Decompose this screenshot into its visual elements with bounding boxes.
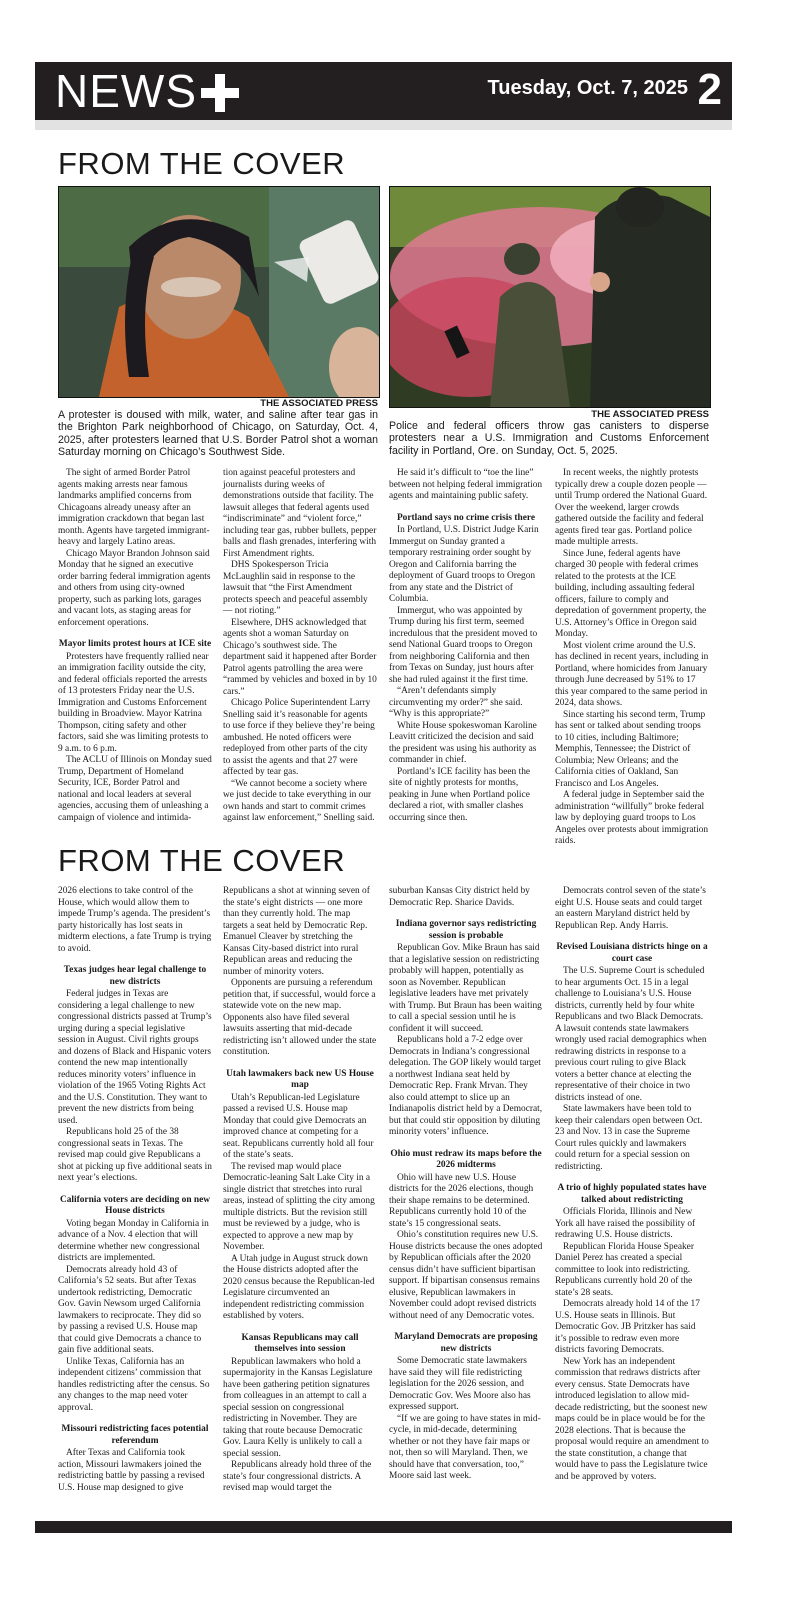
photo-caption: A protester is doused with milk, water, and saline after tear gas in the Brighton Park neighborhood of Chicago, on Saturday, Oct. 4, 2025, after protesters learned that U.S. Border Patrol shot a woman Saturday morning on Chicago’s Southwest Side. [58,409,378,459]
paragraph: Ohio’s constitution requires new U.S. House districts because the ones adopted by Republican officials after the 2020 census didn’t have sufficient bipartisan support. If bipartisan consensus remains elusive, Republican lawmakers in November could adopt revised districts without need of any Democratic votes. [389,1230,543,1321]
issue-date: Tuesday, Oct. 7, 2025 [487,77,688,99]
photo-portland-officers [389,186,711,408]
paragraph: New York has an independent commission that redraws districts after every census. State Democrats have introduced legislation to allow mid-decade redistricting, but the soonest new maps could be in place would be for the 2028 elections. That is because the proposal would require an amendment to the state constitution, a change that would have to pass the Legislature twice and be approved by voters. [555,1356,709,1482]
paragraph: Democrats already hold 14 of the 17 U.S. House seats in Illinois. But Democratic Gov. JB Pritzker has said it’s possible to redraw even more districts favoring Democrats. [555,1299,700,1355]
paragraph: Since starting his second term, Trump has sent or talked about sending troops to 10 cities, including Baltimore; Memphis, Tennessee; the District of Columbia; New Orleans; and the California cities of Oakland, San Francisco and Los Angeles. [555,709,706,789]
paragraph: Federal judges in Texas are considering a legal challenge to new congressional districts passed at Trump’s urging during a special legislative session in August. Civil rights groups and dozens of Black and Hispanic voters contend the new map intentionally reduces minority voters’ influence in violation of the 1965 Voting Rights Act and the U.S. Constitution. They want to prevent the new districts from being used. [58,989,212,1126]
paragraph: The U.S. Supreme Court is scheduled to hear arguments Oct. 15 in a legal challenge to Louisiana’s U.S. House districts, currently held by four white Republicans and two Black Democrats. A lawsuit contends state lawmakers wrongly used racial demographics when redrawing districts in response to a previous court ruling to give Black voters a better chance at electing the representative of their choice in two districts instead of one. [555,966,707,1103]
paragraph: Most violent crime around the U.S. has declined in recent years, including in Portland, where homicides from January through June decreased by 51% to 17 this year compared to the same period in 2024, data shows. [555,640,709,708]
story1-column-2 [223,468,377,825]
paragraph: Unlike Texas, California has an independent citizens’ commission that handles redistricting after the census. So any changes to the map need voter approval. [58,1356,210,1413]
paragraph: suburban Kansas City district held by Democratic Rep. Sharice Davids. [389,886,530,908]
photo-caption: Police and federal officers throw gas canisters to disperse protesters near a U.S. Immigration and Customs Enforcement facility in Portland, Ore. on Sunday, Oct. 5, 2025. [389,420,709,457]
subheading: Texas judges hear legal challenge to new districts [63,965,207,987]
story2-column-1 [58,886,212,1494]
photo-chicago-protester [58,186,380,398]
paragraph: Utah’s Republican-led Legislature passed a revised U.S. House map Monday that could give Democrats an improved chance at competing for a seat. Republicans currently hold all four of the state’s seats. [223,1092,374,1160]
paragraph: “We cannot become a society where we just decide to take everything in our own hands and start to commit crimes against law enforcement,” Snelling said. [223,778,375,823]
photo-credit: THE ASSOCIATED PRESS [591,409,709,420]
paragraph: Opponents are pursuing a referendum petition that, if successful, would force a statewide vote on the new map. Opponents also have filed several lawsuits asserting that mid-decade redistricting isn’t allowed under the state constitution. [223,978,377,1057]
header-rule [35,120,732,130]
paragraph: Democrats control seven of the state’s eight U.S. House seats and could target an eastern Maryland district held by Republican Rep. Andy Harris. [555,886,706,931]
subheading: Kansas Republicans may call themselves into session [241,1332,359,1354]
brand-logo-text: NEWS [55,65,197,117]
photo-credit: THE ASSOCIATED PRESS [260,398,378,409]
paragraph: White House spokeswoman Karoline Leavitt criticized the decision and said the president was using his authority as commander in chief. [389,720,537,765]
paragraph: “Aren’t defendants simply circumventing my order?” she said. “Why is this appropriate?” [389,686,523,719]
section-title: FROM THE COVER [58,146,346,181]
paragraph: A federal judge in September said the administration “willfully” broke federal law by deploying guard troops to Los Angeles over protests about immigration raids. [555,790,709,846]
paragraph: Republican lawmakers who hold a supermajority in the Kansas Legislature have been gathering petition signatures from colleagues in an attempt to call a special session on congressional redistricting in November. They are taking that route because Democratic Gov. Laura Kelly is unlikely to call a special session. [223,1356,373,1459]
masthead [35,62,732,120]
footer-rule [35,1521,732,1533]
paragraph: Chicago Police Superintendent Larry Snelling said it’s reasonable for agents to use force if they believe they’re being ambushed. He noted officers were redeployed from other parts of the city to assist the agents and that 27 were affected by tear gas. [223,698,375,777]
story2-column-4 [555,886,709,1483]
paragraph: State lawmakers have been told to keep their calendars open between Oct. 23 and Nov. 13 in case the Supreme Court rules quickly and lawmakers could return for a special session on redistricting. [555,1104,703,1172]
paragraph: In Portland, U.S. District Judge Karin Immergut on Sunday granted a temporary restraining order sought by Oregon and California barring the deployment of Guard troops to Oregon from any state and the District of Columbia. [389,525,539,604]
paragraph: Republican Florida House Speaker Daniel Perez has created a special committee to look into redistricting. Republicans currently hold 20 of the state’s 28 seats. [555,1241,694,1298]
paragraph: The revised map would place Democratic-leaning Salt Lake City in a single district that stretches into rural areas, instead of splitting the city among multiple districts. But the revision still must be reviewed by a judge, who is expected to approve a new map by November. [223,1161,375,1252]
subheading: Mayor limits protest hours at ICE site [58,639,212,649]
paragraph: Republicans a shot at winning seven of the state’s eight districts — one more than they currently hold. The map targets a seat held by Democratic Rep. Emanuel Cleaver by stretching the Kansas City-based district into rural Republican areas and reducing the number of minority voters. [223,886,370,977]
subheading: Portland says no crime crisis there [396,512,536,523]
paragraph: Voting began Monday in California in advance of a Nov. 4 election that will determine whether new congressional districts are implemented. [58,1218,209,1263]
paragraph: Chicago Mayor Brandon Johnson said Monday that he signed an executive order barring federal immigration agents and others from using city-owned property, such as parking lots, garages and vacant lots, as staging areas for enforcement operations. [58,548,211,628]
paragraph: “If we are going to have states in mid-cycle, in mid-decade, determining whether or not they have fair maps or not, then so will Maryland. Then, we should have that conversation, too,” Moore said last week. [389,1413,541,1481]
subheading: Maryland Democrats are proposing new districts [394,1332,538,1354]
paragraph: He said it’s difficult to “toe the line” between not helping federal immigration agents and maintaining public safety. [389,468,543,501]
paragraph: Ohio will have new U.S. House districts for the 2026 elections, though their shape remains to be determined. Republicans currently hold 10 of the state’s 15 congressional seats. [389,1172,534,1229]
paragraph: Republicans hold a 7-2 edge over Democrats in Indiana’s congressional delegation. The GOP likely would target a northwest Indiana seat held by Democratic Rep. Frank Mrvan. They also could attempt to slice up an Indianapolis district held by a Democrat, but that could stir opposition by diluting minority voters’ influence. [389,1035,543,1137]
paragraph: In recent weeks, the nightly protests typically drew a couple dozen people — until Trump ordered the National Guard. Over the weekend, larger crowds gathered outside the facility and federal agents fired tear gas. Portland police made multiple arrests. [555,468,708,547]
paragraph: DHS Spokesperson Tricia McLaughlin said in response to the lawsuit that “the First Amendment protects speech and peaceful assembly — not rioting.” [223,560,368,616]
paragraph: Democrats already hold 43 of California’s 52 seats. But after Texas undertook redistricting, Democratic Gov. Gavin Newsom urged California lawmakers to reciprocate. They did so by passing a revised U.S. House map that could give Democrats a chance to gain five additional seats. [58,1264,202,1355]
section-title: FROM THE COVER [58,843,346,878]
paragraph: Portland’s ICE facility has been the site of nightly protests for months, peaking in June when Portland police declared a riot, with smaller clashes occurring since then. [389,766,531,823]
paragraph: Protesters have frequently rallied near an immigration facility outside the city, and federal officials reported the arrests of 13 protesters Friday near the U.S. Immigration and Customs Enforcement building in Broadview. Mayor Katrina Thompson, citing safety and other factors, said she was limiting protests to 9 a.m. to 6 p.m. [58,651,209,754]
paragraph: Since June, federal agents have charged 30 people with federal crimes related to the protests at the ICE building, including assaulting federal officers, failure to comply and depredation of government property, the U.S. Attorney’s Office in Oregon said Monday. [555,548,707,639]
paragraph: Republicans hold 25 of the 38 congressional seats in Texas. The revised map could give Republicans a shot at picking up five additional seats in next year’s elections. [58,1127,212,1183]
subheading: Ohio must redraw its maps before the 2026 midterms [390,1148,542,1170]
subheading: Utah lawmakers back new US House map [226,1068,374,1090]
page-number: 2 [697,65,722,114]
story2-column-3 [389,886,543,1483]
story1-column-1 [58,468,212,824]
paragraph: The sight of armed Border Patrol agents making arrests near famous landmarks amplified concerns from Chicagoans already uneasy after an immigration crackdown that began last month. Agents have targeted immigrant-heavy and largely Latino areas. [58,468,210,547]
paragraph: Some Democratic state lawmakers have said they will file redistricting legislation for the 2026 session, and Democratic Gov. Wes Moore also has expressed support. [389,1356,531,1412]
subheading: Indiana governor says redistricting session is probable [395,919,537,941]
subheading: A trio of highly populated states have talked about redistricting [557,1183,707,1205]
paragraph: 2026 elections to take control of the House, which would allow them to impede Trump’s agenda. The president’s party historically has lost seats in midterm elections, a fate Trump is trying to avoid. [58,886,212,954]
paragraph: Elsewhere, DHS acknowledged that agents shot a woman Saturday on Chicago’s southwest side. The department said it happened after Border Patrol agents patrolling the area were “rammed by vehicles and boxed in by 10 cars.” [223,617,377,697]
paragraph: tion against peaceful protesters and journalists during weeks of demonstrations outside that facility. The lawsuit alleges that federal agents used “indiscriminate” and “violent force,” including tear gas, rubber bullets, pepper balls and flash grenades, interfering with First Amendment rights. [223,468,377,559]
story2-column-2 [223,886,377,1495]
paragraph: Officials Florida, Illinois and New York all have raised the possibility of redrawing U.S. House districts. [555,1207,696,1240]
paragraph: After Texas and California took action, Missouri lawmakers joined the redistricting battle by passing a revised U.S. House map designed to give [58,1448,205,1493]
paragraph: Republican Gov. Mike Braun has said that a legislative session on redistricting probably will happen, potentially as soon as November. Republican legislative leaders have met privately with Trump. But Braun has been waiting to call a special session until he is confident it will succeed. [389,943,542,1034]
subheading: Missouri redistricting faces potential referendum [61,1424,209,1446]
plus-icon [201,74,239,112]
subheading: Revised Louisiana districts hinge on a court case [556,942,708,964]
paragraph: A Utah judge in August struck down the House districts adopted after the 2020 census because the Republican-led Legislature circumvented an independent redistricting commission established by voters. [223,1253,375,1321]
paragraph: The ACLU of Illinois on Monday sued Trump, Department of Homeland Security, ICE, Border Patrol and national and local leaders at several agencies, accusing them of unleashing a campaign of violence and intimida- [58,755,212,823]
subheading: California voters are deciding on new House districts [59,1194,211,1216]
paragraph: Immergut, who was appointed by Trump during his first term, seemed incredulous that the president moved to send National Guard troops to Oregon from neighboring California and then from Texas on Sunday, just hours after she had ruled against it the first time. [389,605,538,685]
story1-column-3 [389,468,543,824]
paragraph: Republicans already hold three of the state’s four congressional districts. A revised map would target the [223,1460,372,1493]
story1-column-4 [555,468,709,848]
